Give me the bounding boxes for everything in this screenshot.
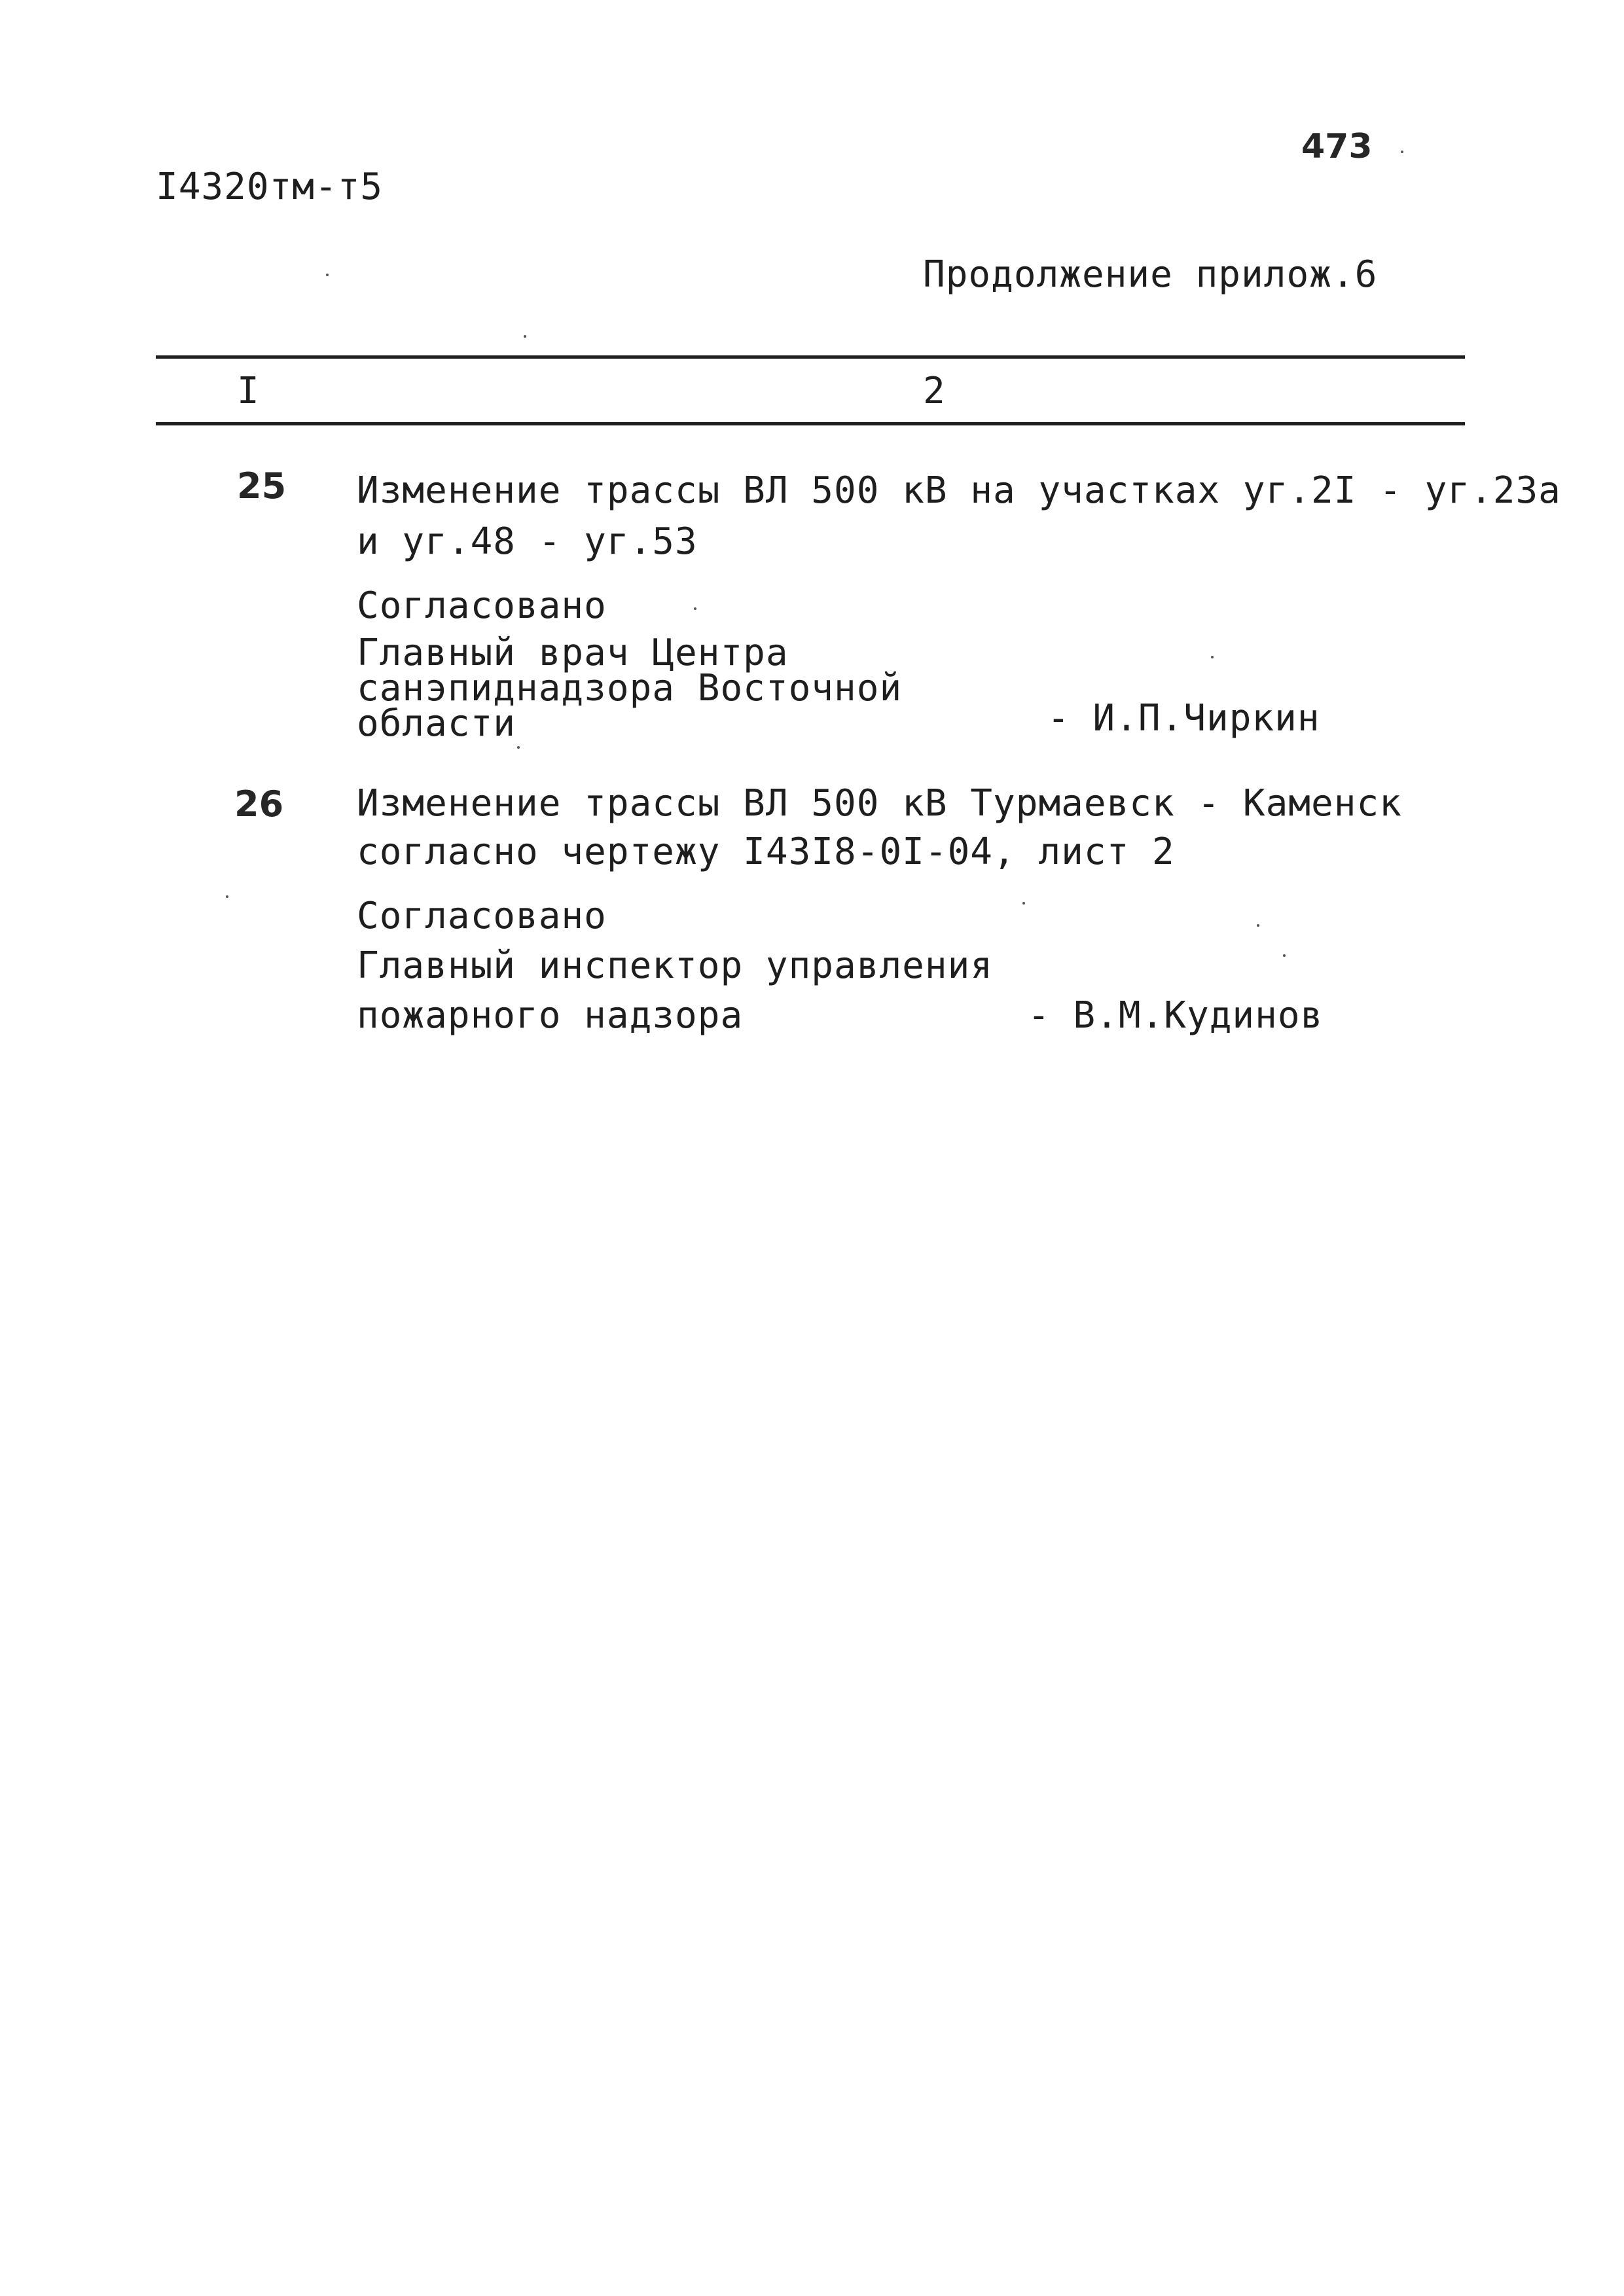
row-25-text-line-2: и уг.48 - уг.53: [357, 520, 698, 563]
scan-speck: [524, 335, 526, 338]
row-25-position-line-2: санэпиднадзора Восточной: [357, 667, 903, 709]
row-26-signatory: - В.М.Кудинов: [1028, 994, 1324, 1037]
row-26-position-line-2: пожарного надзора: [357, 994, 744, 1037]
scan-speck: [1401, 151, 1403, 153]
row-25-approval-label: Согласовано: [357, 584, 607, 627]
row-number-26: 26: [234, 783, 284, 825]
scan-speck: [694, 607, 696, 610]
row-25-signatory: - И.П.Чиркин: [1047, 697, 1320, 740]
column-header-2: 2: [923, 370, 946, 412]
row-26-position-line-1: Главный инспектор управления: [357, 944, 994, 987]
scan-speck: [1283, 954, 1286, 957]
row-number-25: 25: [237, 465, 287, 507]
scan-speck: [1022, 902, 1025, 905]
scan-speck: [517, 746, 520, 749]
row-25-position-line-1: Главный врач Центра: [357, 632, 789, 674]
table-header-rule: [156, 422, 1465, 425]
row-26-text-line-2: согласно чертежу I43I8-0I-04, лист 2: [357, 831, 1175, 873]
scan-speck: [1211, 656, 1214, 658]
row-26-approval-label: Согласовано: [357, 895, 607, 937]
row-25-text-line-1: Изменение трассы ВЛ 500 кВ на участках уг.2I - уг.23а: [357, 469, 1561, 512]
scan-speck: [1257, 924, 1259, 927]
column-header-1: I: [237, 370, 260, 412]
page-number: 473: [1301, 127, 1373, 166]
appendix-caption: Продолжение прилож.6: [923, 253, 1378, 296]
row-26-text-line-1: Изменение трассы ВЛ 500 кВ Турмаевск - Каменск: [357, 782, 1402, 825]
scan-speck: [326, 274, 329, 276]
table-top-rule: [156, 355, 1465, 359]
scan-speck: [226, 895, 228, 898]
document-code: I4320тм-т5: [156, 166, 384, 208]
row-25-position-line-3: области: [357, 702, 516, 745]
